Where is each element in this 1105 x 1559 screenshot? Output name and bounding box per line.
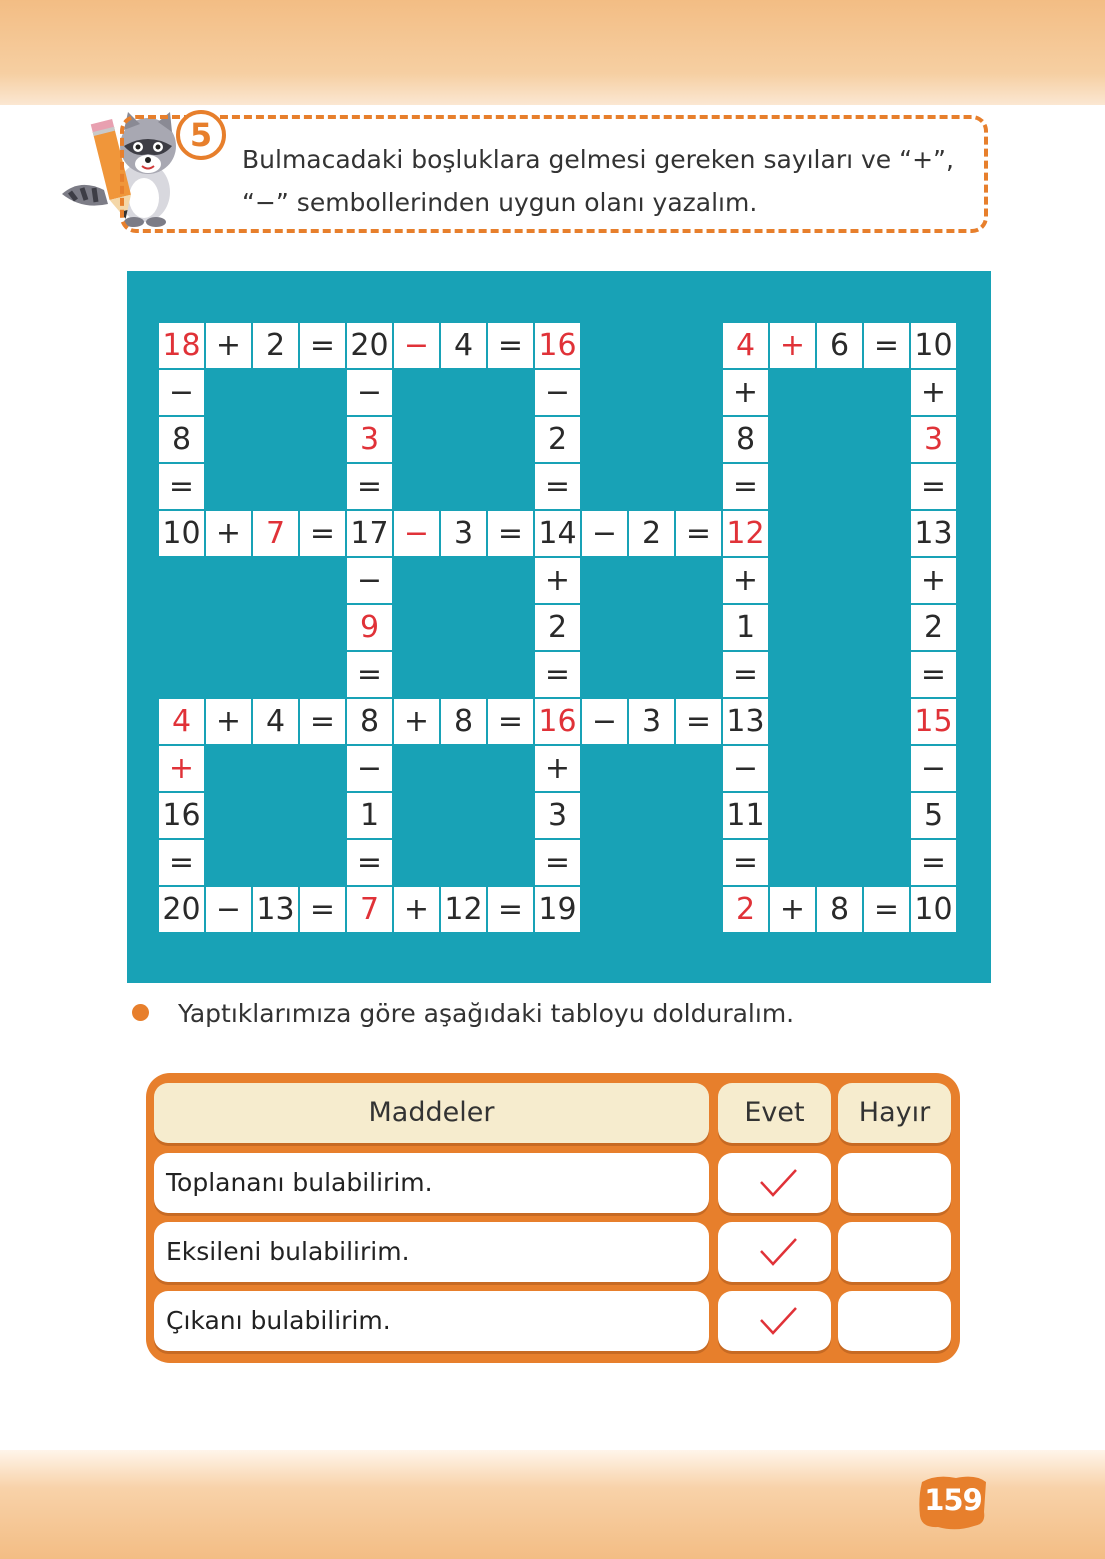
puzzle-cell[interactable]: +	[535, 558, 580, 603]
puzzle-cell[interactable]: =	[723, 464, 768, 509]
header-maddeler: Maddeler	[154, 1083, 709, 1143]
puzzle-cell[interactable]: 3	[535, 793, 580, 838]
puzzle-cell[interactable]: 18	[159, 323, 204, 368]
puzzle-cell[interactable]: +	[770, 323, 815, 368]
puzzle-cell[interactable]: −	[535, 370, 580, 415]
puzzle-cell[interactable]: 15	[911, 699, 956, 744]
puzzle-cell[interactable]: =	[676, 511, 721, 556]
puzzle-cell[interactable]: 8	[159, 417, 204, 462]
puzzle-cell[interactable]: −	[347, 558, 392, 603]
puzzle-cell[interactable]: =	[676, 699, 721, 744]
puzzle-cell[interactable]: 20	[159, 887, 204, 932]
puzzle-cell[interactable]: −	[206, 887, 251, 932]
puzzle-cell[interactable]: =	[488, 511, 533, 556]
puzzle-cell[interactable]: +	[535, 746, 580, 791]
puzzle-cell[interactable]: 13	[253, 887, 298, 932]
page-number: 159	[924, 1483, 982, 1517]
puzzle-cell[interactable]: 6	[817, 323, 862, 368]
puzzle-cell[interactable]: 13	[723, 699, 768, 744]
puzzle-cell[interactable]: =	[347, 652, 392, 697]
puzzle-cell[interactable]: 2	[535, 605, 580, 650]
page-number-badge	[916, 1472, 990, 1534]
puzzle-cell[interactable]: =	[864, 323, 909, 368]
row-hayir-toplanan[interactable]	[838, 1153, 951, 1213]
puzzle-cell[interactable]: 4	[159, 699, 204, 744]
row-hayir-eksilen[interactable]	[838, 1222, 951, 1282]
checkmark-icon	[758, 1236, 798, 1268]
puzzle-cell[interactable]: 1	[723, 605, 768, 650]
puzzle-cell[interactable]: 4	[441, 323, 486, 368]
puzzle-cell[interactable]: +	[394, 699, 439, 744]
puzzle-cell[interactable]: =	[300, 511, 345, 556]
checkmark-icon	[758, 1305, 798, 1337]
puzzle-cell[interactable]: +	[206, 511, 251, 556]
puzzle-cell[interactable]: −	[347, 370, 392, 415]
puzzle-cell[interactable]: −	[582, 511, 627, 556]
puzzle-cell[interactable]: 2	[723, 887, 768, 932]
puzzle-cell[interactable]: 8	[817, 887, 862, 932]
puzzle-cell[interactable]: 2	[911, 605, 956, 650]
puzzle-cell[interactable]: =	[488, 323, 533, 368]
puzzle-cell[interactable]: 7	[347, 887, 392, 932]
puzzle-cell[interactable]: +	[206, 323, 251, 368]
puzzle-cell[interactable]: 1	[347, 793, 392, 838]
puzzle-cell[interactable]: =	[300, 699, 345, 744]
puzzle-cell[interactable]: +	[911, 370, 956, 415]
header-evet: Evet	[718, 1083, 831, 1143]
puzzle-cell[interactable]: −	[582, 699, 627, 744]
checklist-table	[146, 1073, 960, 1363]
puzzle-cell[interactable]: =	[911, 840, 956, 885]
table-instruction: Yaptıklarımıza göre aşağıdaki tabloyu dolduralım.	[178, 999, 795, 1028]
row-label-cikan: Çıkanı bulabilirim.	[154, 1291, 709, 1351]
puzzle-cell[interactable]: 16	[159, 793, 204, 838]
puzzle-cell[interactable]: 3	[441, 511, 486, 556]
crossword-puzzle-panel	[127, 271, 991, 983]
puzzle-cell[interactable]: 8	[347, 699, 392, 744]
puzzle-cell[interactable]: =	[911, 464, 956, 509]
header-hayir: Hayır	[838, 1083, 951, 1143]
puzzle-cell[interactable]: =	[723, 652, 768, 697]
row-label-toplanan: Toplananı bulabilirim.	[154, 1153, 709, 1213]
puzzle-cell[interactable]: 10	[911, 887, 956, 932]
row-evet-toplanan[interactable]	[718, 1153, 831, 1213]
puzzle-cell[interactable]: 12	[441, 887, 486, 932]
puzzle-cell[interactable]: =	[488, 699, 533, 744]
row-evet-cikan[interactable]	[718, 1291, 831, 1351]
question-number-badge: 5	[176, 110, 226, 160]
puzzle-cell[interactable]: +	[770, 887, 815, 932]
puzzle-cell[interactable]: 4	[723, 323, 768, 368]
puzzle-cell[interactable]: 2	[253, 323, 298, 368]
puzzle-cell[interactable]: 11	[723, 793, 768, 838]
puzzle-cell[interactable]: =	[488, 887, 533, 932]
puzzle-cell[interactable]: −	[723, 746, 768, 791]
puzzle-cell[interactable]: 7	[253, 511, 298, 556]
puzzle-cell[interactable]: 20	[347, 323, 392, 368]
puzzle-cell[interactable]: =	[347, 464, 392, 509]
puzzle-cell[interactable]: 4	[253, 699, 298, 744]
puzzle-cell[interactable]: =	[535, 840, 580, 885]
row-evet-eksilen[interactable]	[718, 1222, 831, 1282]
puzzle-cell[interactable]: −	[159, 370, 204, 415]
puzzle-cell[interactable]: =	[159, 464, 204, 509]
checkmark-icon	[758, 1167, 798, 1199]
puzzle-cell[interactable]: 5	[911, 793, 956, 838]
row-label-eksilen: Eksileni bulabilirim.	[154, 1222, 709, 1282]
puzzle-cell[interactable]: −	[394, 323, 439, 368]
top-header-band	[0, 0, 1105, 105]
puzzle-cell[interactable]: 9	[347, 605, 392, 650]
puzzle-cell[interactable]: =	[347, 840, 392, 885]
puzzle-cell[interactable]: 3	[347, 417, 392, 462]
puzzle-cell[interactable]: 16	[535, 699, 580, 744]
puzzle-cell[interactable]: +	[723, 558, 768, 603]
puzzle-cell[interactable]: =	[535, 652, 580, 697]
puzzle-cell[interactable]: =	[300, 887, 345, 932]
puzzle-cell[interactable]: 10	[911, 323, 956, 368]
puzzle-cell[interactable]: 8	[723, 417, 768, 462]
puzzle-cell[interactable]: −	[394, 511, 439, 556]
puzzle-cell[interactable]: =	[300, 323, 345, 368]
puzzle-cell[interactable]: =	[911, 652, 956, 697]
puzzle-cell[interactable]: +	[206, 699, 251, 744]
puzzle-cell[interactable]: =	[159, 840, 204, 885]
puzzle-cell[interactable]: −	[911, 746, 956, 791]
instruction-text: Bulmacadaki boşluklara gelmesi gereken sayıları ve “+”, “−” sembollerinden uygun olanı yazalım.	[242, 145, 954, 217]
puzzle-cell[interactable]: +	[394, 887, 439, 932]
puzzle-cell[interactable]: 19	[535, 887, 580, 932]
puzzle-cell[interactable]: +	[159, 746, 204, 791]
puzzle-cell[interactable]: 3	[911, 417, 956, 462]
puzzle-cell[interactable]: +	[723, 370, 768, 415]
puzzle-cell[interactable]: 17	[347, 511, 392, 556]
puzzle-cell[interactable]: =	[864, 887, 909, 932]
puzzle-cell[interactable]: 2	[535, 417, 580, 462]
bullet-dot-icon	[132, 1004, 149, 1021]
puzzle-cell[interactable]: 8	[441, 699, 486, 744]
puzzle-cell[interactable]: 13	[911, 511, 956, 556]
puzzle-cell[interactable]: −	[347, 746, 392, 791]
puzzle-cell[interactable]: =	[723, 840, 768, 885]
puzzle-cell[interactable]: 12	[723, 511, 768, 556]
puzzle-cell[interactable]: 2	[629, 511, 674, 556]
row-hayir-cikan[interactable]	[838, 1291, 951, 1351]
puzzle-cell[interactable]: 14	[535, 511, 580, 556]
puzzle-cell[interactable]: 3	[629, 699, 674, 744]
puzzle-cell[interactable]: 10	[159, 511, 204, 556]
puzzle-cell[interactable]: =	[535, 464, 580, 509]
puzzle-cell[interactable]: +	[911, 558, 956, 603]
puzzle-cell[interactable]: 16	[535, 323, 580, 368]
